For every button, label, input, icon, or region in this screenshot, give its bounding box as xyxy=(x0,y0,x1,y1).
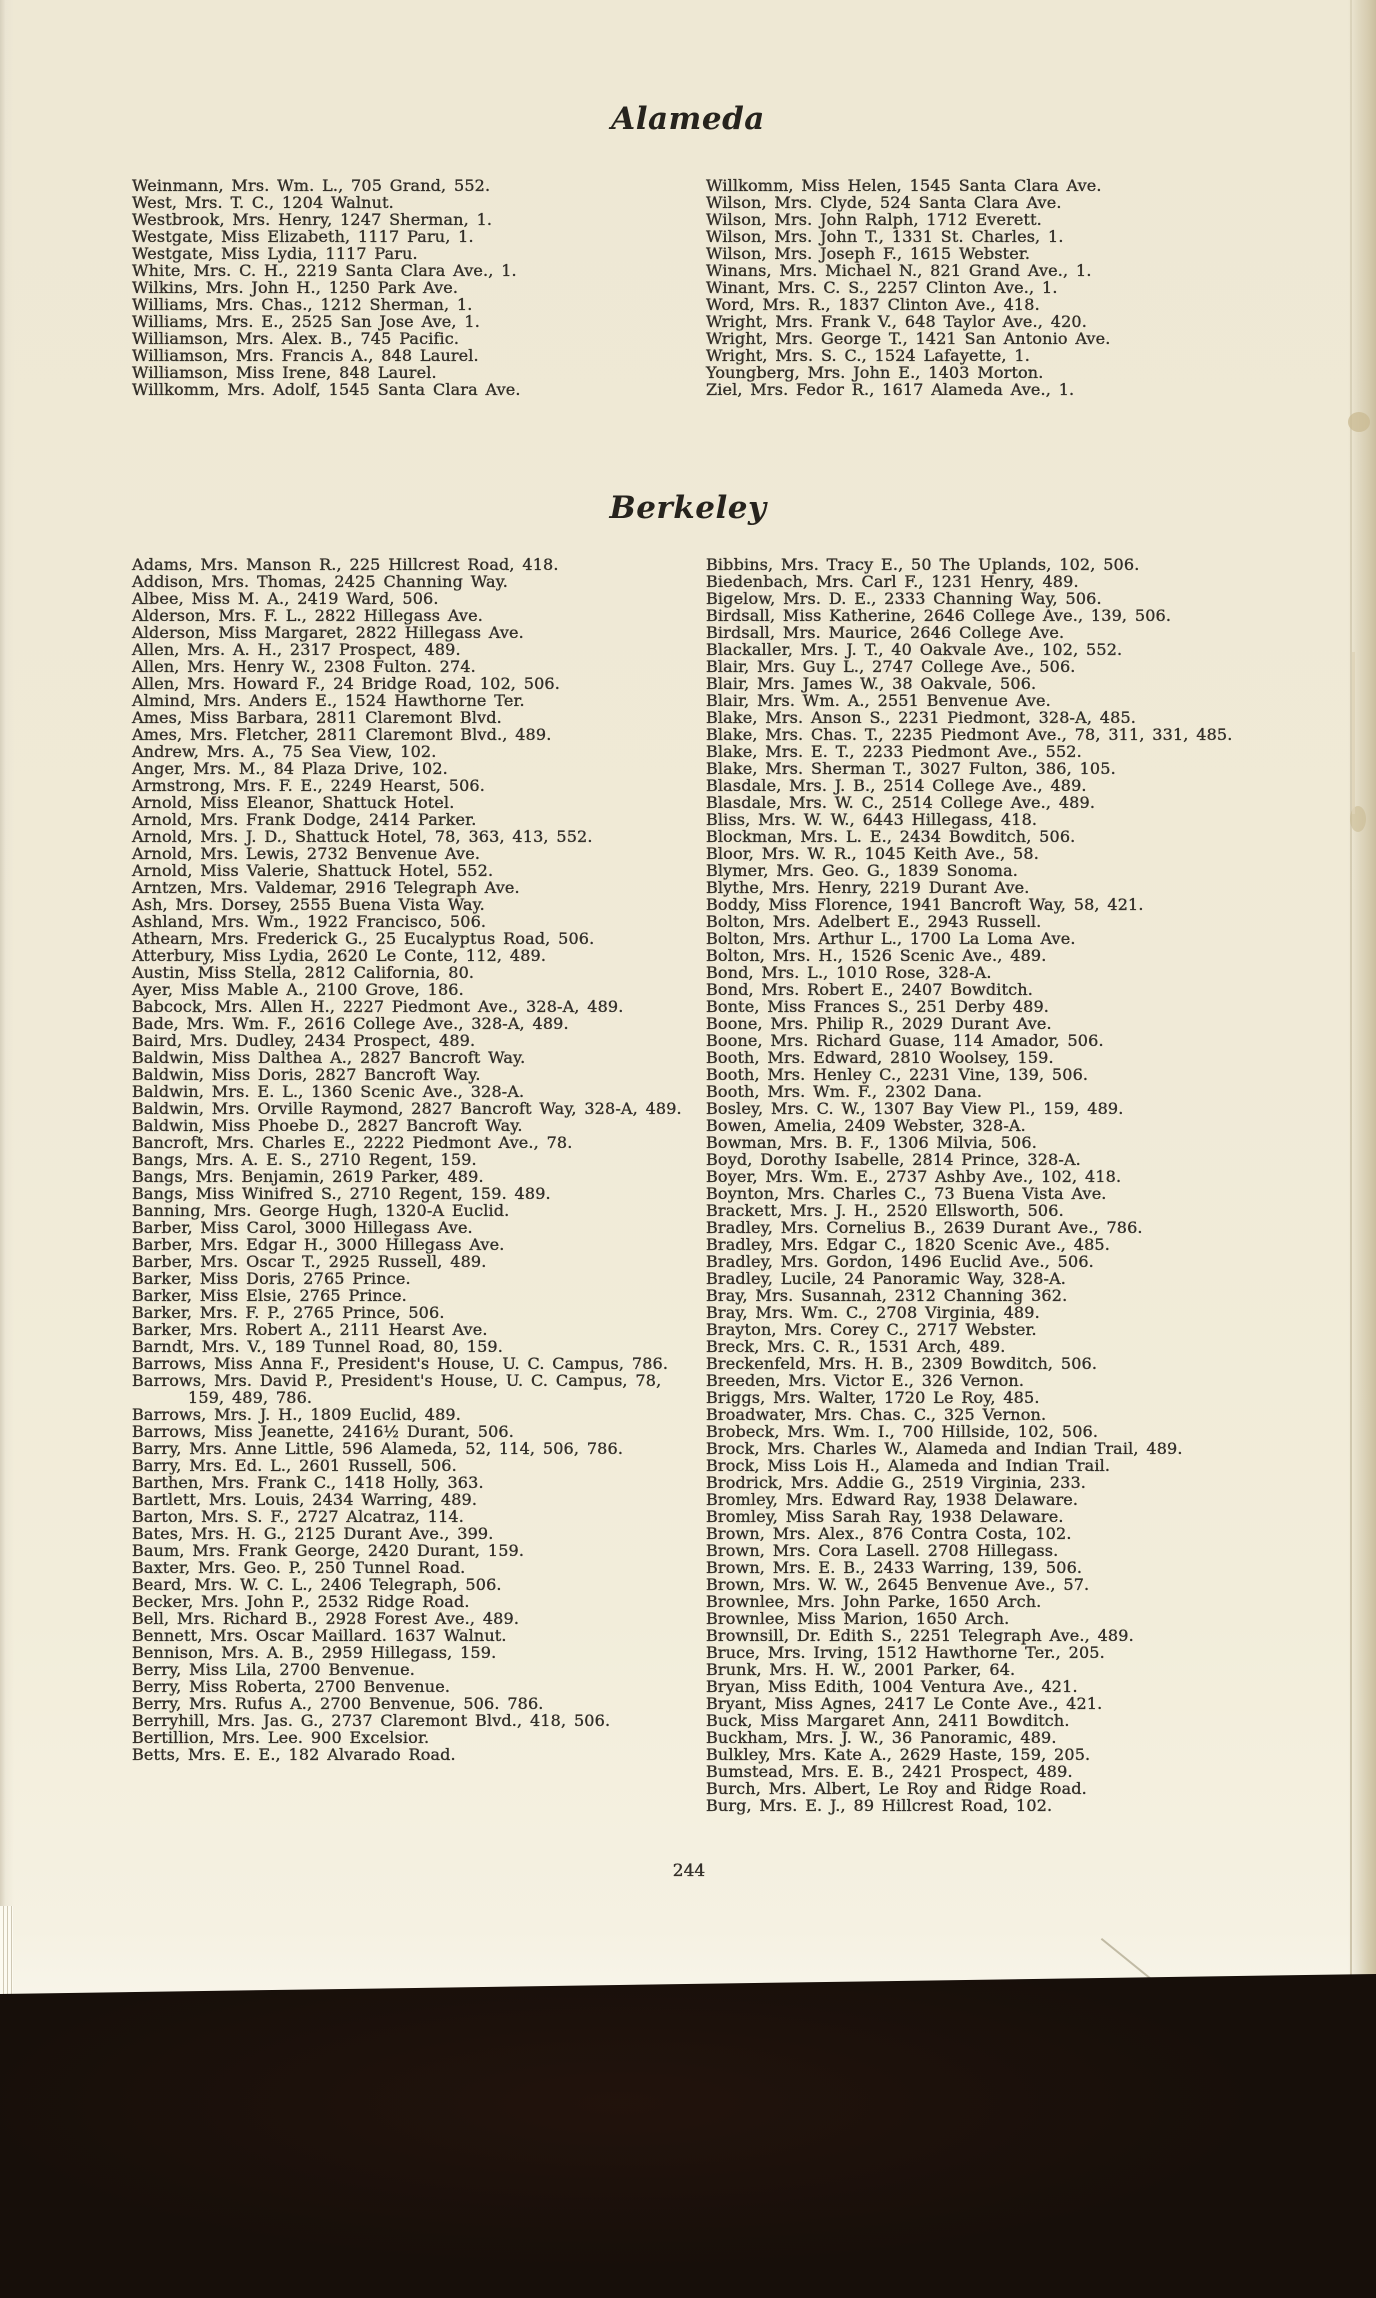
directory-entry: Brackett, Mrs. J. H., 2520 Ellsworth, 506. xyxy=(706,1201,1064,1220)
directory-entry: Bangs, Mrs. Benjamin, 2619 Parker, 489. xyxy=(132,1167,484,1186)
directory-entry: Ash, Mrs. Dorsey, 2555 Buena Vista Way. xyxy=(132,895,485,914)
directory-entry: Berry, Miss Lila, 2700 Benvenue. xyxy=(132,1660,415,1679)
directory-entry: Breeden, Mrs. Victor E., 326 Vernon. xyxy=(706,1371,1025,1390)
directory-entry: Bell, Mrs. Richard B., 2928 Forest Ave., 489. xyxy=(132,1609,520,1628)
directory-entry: Arnold, Miss Valerie, Shattuck Hotel, 552. xyxy=(132,861,494,880)
directory-entry: Word, Mrs. R., 1837 Clinton Ave., 418. xyxy=(706,295,1040,314)
directory-entry: Bangs, Miss Winifred S., 2710 Regent, 159. 489. xyxy=(132,1184,551,1203)
directory-entry: Wright, Mrs. S. C., 1524 Lafayette, 1. xyxy=(706,346,1030,365)
page-number: 244 xyxy=(672,1861,706,1881)
directory-entry: Willkomm, Miss Helen, 1545 Santa Clara Ave. xyxy=(706,176,1102,195)
directory-entry: Arntzen, Mrs. Valdemar, 2916 Telegraph Ave. xyxy=(132,878,520,897)
directory-entry: Beard, Mrs. W. C. L., 2406 Telegraph, 506. xyxy=(132,1575,502,1594)
directory-entry: Blair, Mrs. Wm. A., 2551 Benvenue Ave. xyxy=(706,691,1051,710)
directory-entry: Boynton, Mrs. Charles C., 73 Buena Vista Ave. xyxy=(706,1184,1107,1203)
directory-entry: Bartlett, Mrs. Louis, 2434 Warring, 489. xyxy=(132,1490,478,1509)
directory-entry: Birdsall, Mrs. Maurice, 2646 College Ave. xyxy=(706,623,1065,642)
directory-entry: Williams, Mrs. E., 2525 San Jose Ave, 1. xyxy=(132,312,480,331)
directory-entry: Bradley, Mrs. Edgar C., 1820 Scenic Ave., 485. xyxy=(706,1235,1111,1254)
directory-entry: Babcock, Mrs. Allen H., 2227 Piedmont Ave., 328-A, 489. xyxy=(132,997,624,1016)
directory-entry: Andrew, Mrs. A., 75 Sea View, 102. xyxy=(132,742,437,761)
directory-entry: Brunk, Mrs. H. W., 2001 Parker, 64. xyxy=(706,1660,1016,1679)
directory-entry: Brobeck, Mrs. Wm. I., 700 Hillside, 102, 506. xyxy=(706,1422,1099,1441)
directory-entry: Addison, Mrs. Thomas, 2425 Channing Way. xyxy=(132,572,508,591)
directory-entry: Berryhill, Mrs. Jas. G., 2737 Claremont Blvd., 418, 506. xyxy=(132,1711,611,1730)
directory-entry: Bulkley, Mrs. Kate A., 2629 Haste, 159, 205. xyxy=(706,1745,1091,1764)
directory-entry: Baxter, Mrs. Geo. P., 250 Tunnel Road. xyxy=(132,1558,466,1577)
directory-entry: Blake, Mrs. Anson S., 2231 Piedmont, 328-A, 485. xyxy=(706,708,1137,727)
directory-entry: Barry, Mrs. Anne Little, 596 Alameda, 52, 114, 506, 786. xyxy=(132,1439,624,1458)
directory-entry: Broadwater, Mrs. Chas. C., 325 Vernon. xyxy=(706,1405,1047,1424)
directory-entry: Buckham, Mrs. J. W., 36 Panoramic, 489. xyxy=(706,1728,1057,1747)
directory-entry: Armstrong, Mrs. F. E., 2249 Hearst, 506. xyxy=(132,776,485,795)
directory-entry: Bonte, Miss Frances S., 251 Derby 489. xyxy=(706,997,1050,1016)
directory-entry: Brock, Mrs. Charles W., Alameda and Indian Trail, 489. xyxy=(706,1439,1183,1458)
directory-entry: Bigelow, Mrs. D. E., 2333 Channing Way, 506. xyxy=(706,589,1102,608)
directory-entry: Blockman, Mrs. L. E., 2434 Bowditch, 506. xyxy=(706,827,1076,846)
directory-entry: Athearn, Mrs. Frederick G., 25 Eucalyptus Road, 506. xyxy=(132,929,595,948)
directory-entry: Winans, Mrs. Michael N., 821 Grand Ave., 1. xyxy=(706,261,1092,280)
directory-entry: Barthen, Mrs. Frank C., 1418 Holly, 363. xyxy=(132,1473,484,1492)
directory-entry: Allen, Mrs. A. H., 2317 Prospect, 489. xyxy=(132,640,461,659)
directory-entry: Blake, Mrs. E. T., 2233 Piedmont Ave., 552. xyxy=(706,742,1082,761)
directory-entry: Arnold, Mrs. J. D., Shattuck Hotel, 78, 363, 413, 552. xyxy=(132,827,593,846)
directory-entry: Winant, Mrs. C. S., 2257 Clinton Ave., 1. xyxy=(706,278,1058,297)
directory-entry: Boddy, Miss Florence, 1941 Bancroft Way, 58, 421. xyxy=(706,895,1144,914)
directory-entry: Barrows, Miss Anna F., President's House, U. C. Campus, 786. xyxy=(132,1354,669,1373)
directory-entry: Berry, Mrs. Rufus A., 2700 Benvenue, 506. 786. xyxy=(132,1694,544,1713)
directory-entry: Barry, Mrs. Ed. L., 2601 Russell, 506. xyxy=(132,1456,457,1475)
directory-entry: Baird, Mrs. Dudley, 2434 Prospect, 489. xyxy=(132,1031,476,1050)
directory-entry: Bradley, Lucile, 24 Panoramic Way, 328-A. xyxy=(706,1269,1067,1288)
directory-entry: Boyer, Mrs. Wm. E., 2737 Ashby Ave., 102, 418. xyxy=(706,1167,1122,1186)
directory-entry: Banning, Mrs. George Hugh, 1320-A Euclid. xyxy=(132,1201,510,1220)
directory-entry: Blasdale, Mrs. W. C., 2514 College Ave., 489. xyxy=(706,793,1096,812)
directory-entry: Bradley, Mrs. Gordon, 1496 Euclid Ave., 506. xyxy=(706,1252,1094,1271)
directory-entry: Barrows, Mrs. J. H., 1809 Euclid, 489. xyxy=(132,1405,461,1424)
directory-entry: Barker, Mrs. Robert A., 2111 Hearst Ave. xyxy=(132,1320,488,1339)
alameda-right-column xyxy=(706,177,1264,398)
directory-entry: Brown, Mrs. Alex., 876 Contra Costa, 102. xyxy=(706,1524,1072,1543)
berkeley-right-column xyxy=(706,556,1264,1814)
directory-entry: Bryant, Miss Agnes, 2417 Le Conte Ave., 421. xyxy=(706,1694,1103,1713)
directory-entry: Bosley, Mrs. C. W., 1307 Bay View Pl., 159, 489. xyxy=(706,1099,1124,1118)
directory-entry: Alderson, Miss Margaret, 2822 Hillegass Ave. xyxy=(132,623,524,642)
directory-entry: Booth, Mrs. Edward, 2810 Woolsey, 159. xyxy=(706,1048,1054,1067)
directory-entry: Bowen, Amelia, 2409 Webster, 328-A. xyxy=(706,1116,1026,1135)
directory-entry: Brown, Mrs. W. W., 2645 Benvenue Ave., 57. xyxy=(706,1575,1090,1594)
directory-entry: Wilson, Mrs. Joseph F., 1615 Webster. xyxy=(706,244,1031,263)
paper-scratch xyxy=(1352,652,1355,814)
directory-entry: Brownlee, Miss Marion, 1650 Arch. xyxy=(706,1609,1010,1628)
directory-entry: Barber, Mrs. Oscar T., 2925 Russell, 489. xyxy=(132,1252,487,1271)
directory-entry: Blasdale, Mrs. J. B., 2514 College Ave., 489. xyxy=(706,776,1087,795)
directory-entry: Barrows, Mrs. David P., President's House, U. C. Campus, 78, 159, 489, 786. xyxy=(132,1371,662,1407)
directory-entry: Williamson, Mrs. Francis A., 848 Laurel. xyxy=(132,346,479,365)
directory-entry: Blythe, Mrs. Henry, 2219 Durant Ave. xyxy=(706,878,1030,897)
directory-entry: Arnold, Mrs. Lewis, 2732 Benvenue Ave. xyxy=(132,844,481,863)
directory-entry: Bryan, Miss Edith, 1004 Ventura Ave., 421. xyxy=(706,1677,1078,1696)
directory-entry: Barker, Mrs. F. P., 2765 Prince, 506. xyxy=(132,1303,445,1322)
directory-entry: Westbrook, Mrs. Henry, 1247 Sherman, 1. xyxy=(132,210,493,229)
directory-entry: Allen, Mrs. Henry W., 2308 Fulton. 274. xyxy=(132,657,476,676)
directory-entry: Blair, Mrs. James W., 38 Oakvale, 506. xyxy=(706,674,1037,693)
directory-entry: Baldwin, Miss Dalthea A., 2827 Bancroft Way. xyxy=(132,1048,526,1067)
directory-entry: Bibbins, Mrs. Tracy E., 50 The Uplands, 102, 506. xyxy=(706,555,1140,574)
directory-entry: Blake, Mrs. Sherman T., 3027 Fulton, 386, 105. xyxy=(706,759,1116,778)
directory-entry: Baldwin, Miss Phoebe D., 2827 Bancroft Way. xyxy=(132,1116,523,1135)
directory-entry: Wright, Mrs. Frank V., 648 Taylor Ave., 420. xyxy=(706,312,1087,331)
directory-entry: Wilson, Mrs. Clyde, 524 Santa Clara Ave. xyxy=(706,193,1062,212)
directory-entry: Brayton, Mrs. Corey C., 2717 Webster. xyxy=(706,1320,1037,1339)
directory-entry: Ames, Miss Barbara, 2811 Claremont Blvd. xyxy=(132,708,502,727)
directory-entry: Bangs, Mrs. A. E. S., 2710 Regent, 159. xyxy=(132,1150,477,1169)
directory-entry: Bennett, Mrs. Oscar Maillard. 1637 Walnut. xyxy=(132,1626,507,1645)
directory-entry: Ziel, Mrs. Fedor R., 1617 Alameda Ave., 1. xyxy=(706,380,1075,399)
directory-entry: Allen, Mrs. Howard F., 24 Bridge Road, 102, 506. xyxy=(132,674,560,693)
directory-entry: Bloor, Mrs. W. R., 1045 Keith Ave., 58. xyxy=(706,844,1039,863)
directory-entry: Booth, Mrs. Wm. F., 2302 Dana. xyxy=(706,1082,983,1101)
directory-entry: Bade, Mrs. Wm. F., 2616 College Ave., 328-A, 489. xyxy=(132,1014,569,1033)
directory-entry: Wilkins, Mrs. John H., 1250 Park Ave. xyxy=(132,278,459,297)
directory-entry: Burg, Mrs. E. J., 89 Hillcrest Road, 102. xyxy=(706,1796,1053,1815)
directory-entry: Bray, Mrs. Wm. C., 2708 Virginia, 489. xyxy=(706,1303,1040,1322)
directory-entry: Arnold, Miss Eleanor, Shattuck Hotel. xyxy=(132,793,455,812)
directory-entry: Barber, Mrs. Edgar H., 3000 Hillegass Ave. xyxy=(132,1235,505,1254)
directory-entry: Baldwin, Mrs. Orville Raymond, 2827 Bancroft Way, 328-A, 489. xyxy=(132,1099,682,1118)
directory-entry: Bromley, Miss Sarah Ray, 1938 Delaware. xyxy=(706,1507,1064,1526)
directory-entry: Williamson, Miss Irene, 848 Laurel. xyxy=(132,363,437,382)
directory-entry: Willkomm, Mrs. Adolf, 1545 Santa Clara Ave. xyxy=(132,380,521,399)
directory-entry: Barber, Miss Carol, 3000 Hillegass Ave. xyxy=(132,1218,473,1237)
directory-entry: Brodrick, Mrs. Addie G., 2519 Virginia, 233. xyxy=(706,1473,1087,1492)
page-left-edge-shadow xyxy=(0,0,14,1996)
directory-entry: Ames, Mrs. Fletcher, 2811 Claremont Blvd., 489. xyxy=(132,725,552,744)
directory-entry: Barton, Mrs. S. F., 2727 Alcatraz, 114. xyxy=(132,1507,464,1526)
directory-entry: Barker, Miss Doris, 2765 Prince. xyxy=(132,1269,411,1288)
directory-entry: Almind, Mrs. Anders E., 1524 Hawthorne Ter. xyxy=(132,691,525,710)
directory-entry: Bromley, Mrs. Edward Ray, 1938 Delaware. xyxy=(706,1490,1079,1509)
directory-entry: Burch, Mrs. Albert, Le Roy and Ridge Road. xyxy=(706,1779,1087,1798)
directory-entry: Baldwin, Miss Doris, 2827 Bancroft Way. xyxy=(132,1065,481,1084)
directory-entry: Bolton, Mrs. Arthur L., 1700 La Loma Ave. xyxy=(706,929,1076,948)
directory-entry: Barrows, Miss Jeanette, 2416½ Durant, 506. xyxy=(132,1422,514,1441)
directory-entry: Bancroft, Mrs. Charles E., 2222 Piedmont Ave., 78. xyxy=(132,1133,573,1152)
berkeley-left-column xyxy=(132,556,690,1763)
directory-entry: Bruce, Mrs. Irving, 1512 Hawthorne Ter., 205. xyxy=(706,1643,1105,1662)
directory-entry: Boone, Mrs. Philip R., 2029 Durant Ave. xyxy=(706,1014,1052,1033)
directory-entry: Alderson, Mrs. F. L., 2822 Hillegass Ave. xyxy=(132,606,483,625)
directory-entry: Baum, Mrs. Frank George, 2420 Durant, 159. xyxy=(132,1541,525,1560)
directory-entry: Bond, Mrs. L., 1010 Rose, 328-A. xyxy=(706,963,992,982)
directory-entry: Becker, Mrs. John P., 2532 Ridge Road. xyxy=(132,1592,470,1611)
directory-entry: Wilson, Mrs. John T., 1331 St. Charles, 1. xyxy=(706,227,1064,246)
directory-entry: Austin, Miss Stella, 2812 California, 80. xyxy=(132,963,475,982)
directory-entry: Barker, Miss Elsie, 2765 Prince. xyxy=(132,1286,407,1305)
directory-entry: Birdsall, Miss Katherine, 2646 College Ave., 139, 506. xyxy=(706,606,1172,625)
directory-entry: Brown, Mrs. E. B., 2433 Warring, 139, 506. xyxy=(706,1558,1083,1577)
directory-entry: Bolton, Mrs. H., 1526 Scenic Ave., 489. xyxy=(706,946,1047,965)
directory-entry: White, Mrs. C. H., 2219 Santa Clara Ave., 1. xyxy=(132,261,517,280)
directory-entry: Brownsill, Dr. Edith S., 2251 Telegraph Ave., 489. xyxy=(706,1626,1134,1645)
page-right-edge-shade xyxy=(1348,0,1376,1984)
directory-entry: Blair, Mrs. Guy L., 2747 College Ave., 506. xyxy=(706,657,1076,676)
directory-entry: Booth, Mrs. Henley C., 2231 Vine, 139, 506. xyxy=(706,1065,1089,1084)
directory-entry: Brownlee, Mrs. John Parke, 1650 Arch. xyxy=(706,1592,1042,1611)
directory-entry: Brock, Miss Lois H., Alameda and Indian Trail. xyxy=(706,1456,1111,1475)
paper-blemish xyxy=(1348,412,1370,432)
directory-entry: Bates, Mrs. H. G., 2125 Durant Ave., 399. xyxy=(132,1524,494,1543)
directory-entry: Arnold, Mrs. Frank Dodge, 2414 Parker. xyxy=(132,810,477,829)
directory-entry: Blackaller, Mrs. J. T., 40 Oakvale Ave., 102, 552. xyxy=(706,640,1123,659)
directory-entry: Buck, Miss Margaret Ann, 2411 Bowditch. xyxy=(706,1711,1070,1730)
directory-entry: Bray, Mrs. Susannah, 2312 Channing 362. xyxy=(706,1286,1068,1305)
directory-entry: Ashland, Mrs. Wm., 1922 Francisco, 506. xyxy=(132,912,487,931)
page-right-edge-line xyxy=(1350,0,1352,1984)
directory-entry: Adams, Mrs. Manson R., 225 Hillcrest Road, 418. xyxy=(132,555,559,574)
directory-entry: Westgate, Miss Elizabeth, 1117 Paru, 1. xyxy=(132,227,474,246)
directory-entry: Albee, Miss M. A., 2419 Ward, 506. xyxy=(132,589,439,608)
directory-entry: Bliss, Mrs. W. W., 6443 Hillegass, 418. xyxy=(706,810,1038,829)
directory-entry: Atterbury, Miss Lydia, 2620 Le Conte, 112, 489. xyxy=(132,946,547,965)
directory-entry: Boone, Mrs. Richard Guase, 114 Amador, 506. xyxy=(706,1031,1104,1050)
directory-entry: Bradley, Mrs. Cornelius B., 2639 Durant Ave., 786. xyxy=(706,1218,1143,1237)
page-edge-stack xyxy=(0,1906,13,1994)
section-title-alameda: Alameda xyxy=(611,101,765,137)
directory-entry: Westgate, Miss Lydia, 1117 Paru. xyxy=(132,244,418,263)
directory-entry: Wright, Mrs. George T., 1421 San Antonio Ave. xyxy=(706,329,1111,348)
directory-entry: West, Mrs. T. C., 1204 Walnut. xyxy=(132,193,394,212)
directory-entry: Bertillion, Mrs. Lee. 900 Excelsior. xyxy=(132,1728,430,1747)
directory-entry: Bolton, Mrs. Adelbert E., 2943 Russell. xyxy=(706,912,1042,931)
directory-entry: Williams, Mrs. Chas., 1212 Sherman, 1. xyxy=(132,295,473,314)
book-background-shadow xyxy=(0,1974,1376,2298)
directory-entry: Breckenfeld, Mrs. H. B., 2309 Bowditch, 506. xyxy=(706,1354,1098,1373)
directory-entry: Blake, Mrs. Chas. T., 2235 Piedmont Ave., 78, 311, 331, 485. xyxy=(706,725,1233,744)
directory-entry: Bowman, Mrs. B. F., 1306 Milvia, 506. xyxy=(706,1133,1037,1152)
directory-entry: Baldwin, Mrs. E. L., 1360 Scenic Ave., 328-A. xyxy=(132,1082,525,1101)
directory-entry: Ayer, Miss Mable A., 2100 Grove, 186. xyxy=(132,980,464,999)
alameda-left-column xyxy=(132,177,690,398)
directory-entry: Wilson, Mrs. John Ralph, 1712 Everett. xyxy=(706,210,1042,229)
directory-entry: Bond, Mrs. Robert E., 2407 Bowditch. xyxy=(706,980,1033,999)
section-title-berkeley: Berkeley xyxy=(609,490,767,526)
directory-entry: Anger, Mrs. M., 84 Plaza Drive, 102. xyxy=(132,759,448,778)
directory-entry: Blymer, Mrs. Geo. G., 1839 Sonoma. xyxy=(706,861,1019,880)
directory-entry: Berry, Miss Roberta, 2700 Benvenue. xyxy=(132,1677,451,1696)
directory-entry: Briggs, Mrs. Walter, 1720 Le Roy, 485. xyxy=(706,1388,1040,1407)
directory-entry: Brown, Mrs. Cora Lasell. 2708 Hillegass. xyxy=(706,1541,1059,1560)
directory-entry: Barndt, Mrs. V., 189 Tunnel Road, 80, 159. xyxy=(132,1337,503,1356)
directory-entry: Boyd, Dorothy Isabelle, 2814 Prince, 328-A. xyxy=(706,1150,1081,1169)
directory-entry: Bumstead, Mrs. E. B., 2421 Prospect, 489. xyxy=(706,1762,1073,1781)
directory-entry: Youngberg, Mrs. John E., 1403 Morton. xyxy=(706,363,1044,382)
directory-entry: Breck, Mrs. C. R., 1531 Arch, 489. xyxy=(706,1337,1006,1356)
directory-entry: Bennison, Mrs. A. B., 2959 Hillegass, 159. xyxy=(132,1643,497,1662)
directory-entry: Williamson, Mrs. Alex. B., 745 Pacific. xyxy=(132,329,460,348)
directory-entry: Betts, Mrs. E. E., 182 Alvarado Road. xyxy=(132,1745,456,1764)
directory-entry: Biedenbach, Mrs. Carl F., 1231 Henry, 489. xyxy=(706,572,1079,591)
directory-entry: Weinmann, Mrs. Wm. L., 705 Grand, 552. xyxy=(132,176,491,195)
